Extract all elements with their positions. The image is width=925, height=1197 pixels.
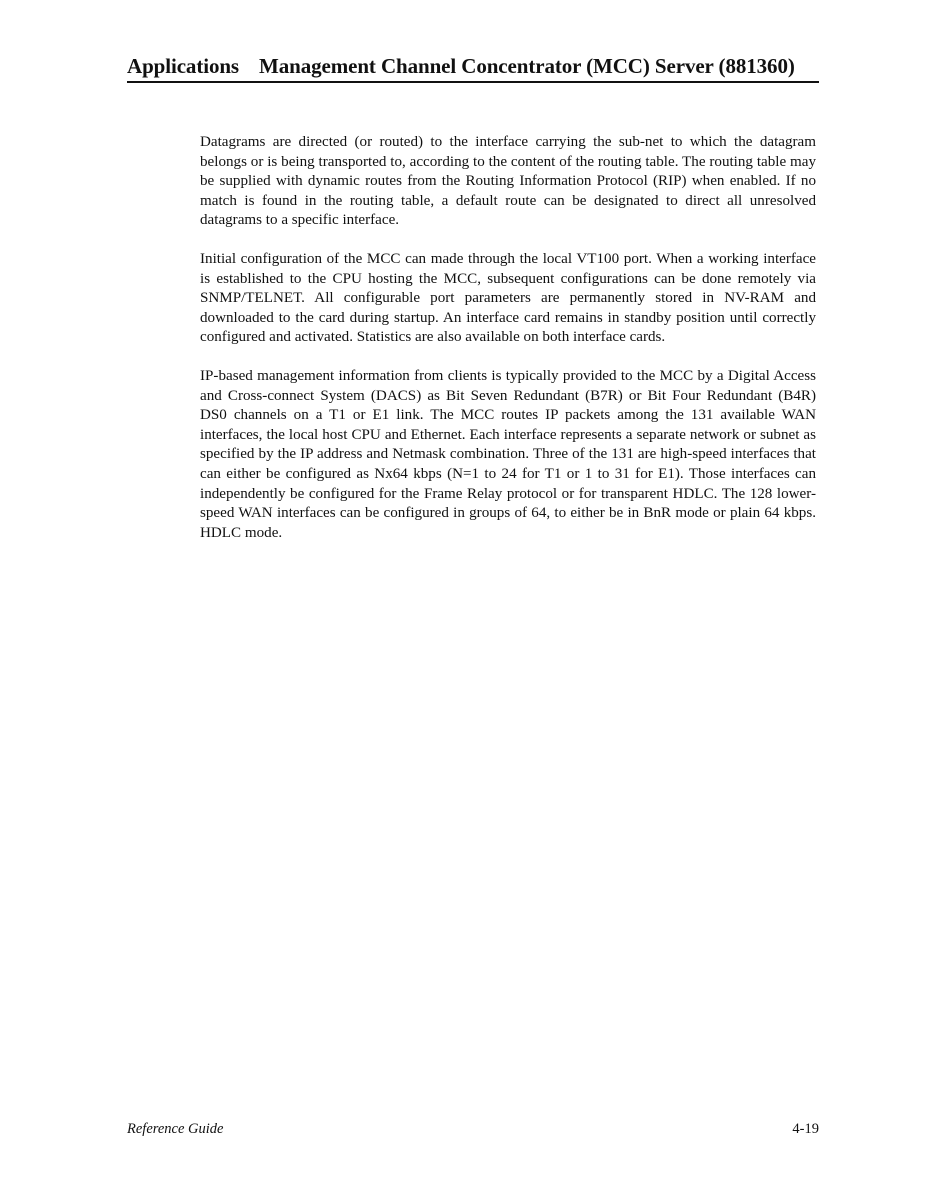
paragraph-ip-management: IP-based management information from clients is typically provided to the MCC by a Digital Access and Cross-connect System (DACS) as Bit Seven Redundant (B7R) or Bit Four Redundant (B4R) DS0 channels on a T1 or E1 link. The MCC routes IP packets among the 131 available WAN interfaces, the local host CPU and Ethernet. Each interface represents a separate network or subnet as specified by the IP address and Netmask combination. Three of the 131 are high-speed interfaces that can either be configured as Nx64 kbps (N=1 to 24 for T1 or 1 to 31 for E1). Those interfaces can independently be configured for the Frame Relay protocol or for transparent HDLC. The 128 lower-speed WAN interfaces can be configured in groups of 64, to either be in BnR mode or plain 64 kbps. HDLC mode.: [200, 367, 816, 541]
footer-guide-name: Reference Guide: [127, 1121, 224, 1137]
page-header: [127, 54, 819, 83]
body-text: [200, 133, 816, 562]
header-section: Applications: [127, 54, 239, 78]
page-number: 4-19: [792, 1121, 819, 1137]
paragraph-configuration: Initial configuration of the MCC can made through the local VT100 port. When a working interface is established to the CPU hosting the MCC, subsequent configurations can be done remotely via SNMP/TELNET. All configurable port parameters are permanently stored in NV-RAM and downloaded to the card during startup. An interface card remains in standby position until correctly configured and activated. Statistics are also available on both interface cards.: [200, 250, 816, 346]
header-title: Management Channel Concentrator (MCC) Server (881360): [259, 54, 795, 78]
paragraph-routing: Datagrams are directed (or routed) to the interface carrying the sub-net to which the datagram belongs or is being transported to, according to the content of the routing table. The routing table may be supplied with dynamic routes from the Routing Information Protocol (RIP) when enabled. If no match is found in the routing table, a default route can be designated to direct all unresolved datagrams to a specific interface.: [200, 134, 816, 229]
